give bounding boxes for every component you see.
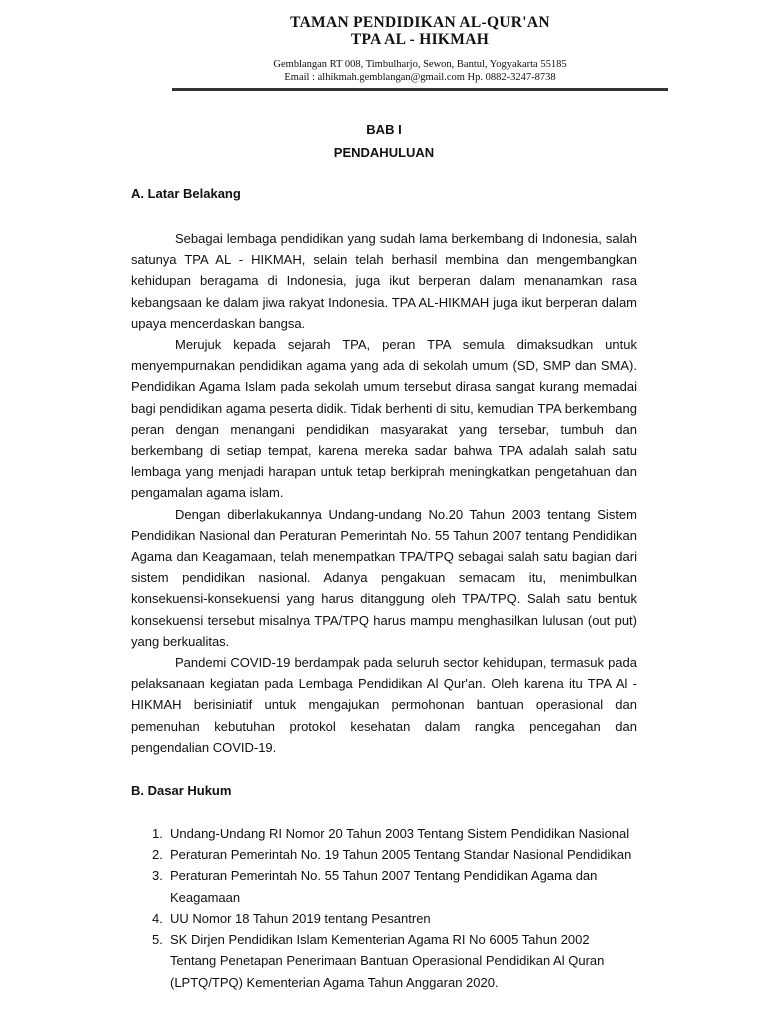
institution-address: Gemblangan RT 008, Timbulharjo, Sewon, Bantul, Yogyakarta 55185 bbox=[273, 59, 567, 70]
chapter-number: BAB I bbox=[366, 122, 402, 137]
list-item bbox=[131, 844, 637, 865]
paragraph: Merujuk kepada sejarah TPA, peran TPA semula dimaksudkan untuk menyempurnakan pendidikan agama yang ada di sekolah umum (SD, SMP dan SMA). Pendidikan Agama Islam pada sekolah umum tersebut dirasa sangat kurang memadai bagi pendidikan agama peserta didik. Tidak berhenti di situ, kemudian TPA berkembang peran dengan menangani pendidikan masyarakat yang tersebar, tumbuh dan berkembang di setiap tempat, karena mereka sadar bahwa TPA adalah salah satu lembaga yang menjadi harapan untuk tetap berkiprah meningkatkan pengetahuan dan pengamalan agama islam. bbox=[131, 337, 637, 501]
list-item bbox=[131, 908, 637, 929]
list-item bbox=[131, 929, 637, 993]
list-item-text: UU Nomor 18 Tahun 2019 tentang Pesantren bbox=[170, 910, 431, 926]
list-item bbox=[131, 865, 637, 907]
list-item-number: 5. bbox=[152, 932, 163, 948]
letterhead-divider bbox=[172, 88, 668, 91]
chapter-title: PENDAHULUAN bbox=[333, 145, 435, 160]
document-body bbox=[131, 120, 637, 993]
list-item-text: Peraturan Pemerintah No. 19 Tahun 2005 Tentang Standar Nasional Pendidikan bbox=[170, 847, 632, 863]
institution-name: TAMAN PENDIDIKAN AL-QUR'AN bbox=[290, 14, 550, 31]
institution-contact: Email : alhikmah.gemblangan@gmail.com Hp. 0882-3247-8738 bbox=[284, 72, 556, 83]
section-a-heading: A. Latar Belakang bbox=[131, 186, 241, 201]
section-b-heading: B. Dasar Hukum bbox=[131, 783, 232, 799]
legal-basis-list bbox=[131, 823, 637, 993]
paragraph: Dengan diberlakukannya Undang-undang No.20 Tahun 2003 tentang Sistem Pendidikan Nasional dan Peraturan Pemerintah No. 55 Tahun 2007 tentang Pendidikan Agama dan Keagamaan, telah menempatkan TPA/TPQ sebagai salah satu bagian dari sistem pendidikan nasional. Adanya pengakuan semacam itu, menimbulkan konsekuensi-konsekuensi yang harus ditanggung oleh TPA/TPQ. Salah satu bentuk konsekuensi tersebut misalnya TPA/TPQ harus mampu menghasilkan lulusan (out put) yang berkualitas. bbox=[131, 506, 637, 649]
list-item-number: 3. bbox=[152, 868, 163, 884]
list-item-number: 1. bbox=[152, 826, 163, 842]
list-item-text: SK Dirjen Pendidikan Islam Kementerian Agama RI No 6005 Tahun 2002 Tentang Penetapan Penerimaan Bantuan Operasional Pendidikan Al Quran (LPTQ/TPQ) Kementerian Agama Tahun Anggaran 2020. bbox=[170, 932, 605, 990]
section-a-body bbox=[131, 228, 637, 758]
letterhead bbox=[172, 14, 668, 84]
list-item-text: Peraturan Pemerintah No. 55 Tahun 2007 Tentang Pendidikan Agama dan Keagamaan bbox=[170, 868, 598, 905]
paragraph: Sebagai lembaga pendidikan yang sudah lama berkembang di Indonesia, salah satunya TPA AL - HIKMAH, selain telah berhasil membina dan mengembangkan kehidupan beragama di Indonesia, juga ikut berperan dalam menanamkan rasa kebangsaan ke dalam jiwa rakyat Indonesia. TPA AL-HIKMAH juga ikut berperan dalam upaya mencerdaskan bangsa. bbox=[131, 231, 637, 331]
paragraph: Pandemi COVID-19 berdampak pada seluruh sector kehidupan, termasuk pada pelaksanaan kegiatan pada Lembaga Pendidikan Al Qur'an. Oleh karena itu TPA Al - HIKMAH berisiniatif untuk mengajukan permohonan bantuan operasional dan pemenuhan kebutuhan protokol kesehatan dalam rangka pencegahan dan pengendalian COVID-19. bbox=[131, 655, 637, 755]
list-item-text: Undang-Undang RI Nomor 20 Tahun 2003 Tentang Sistem Pendidikan Nasional bbox=[170, 826, 630, 842]
list-item-number: 4. bbox=[152, 910, 163, 926]
list-item-number: 2. bbox=[152, 847, 163, 863]
institution-short-name: TPA AL - HIKMAH bbox=[350, 31, 490, 48]
list-item bbox=[131, 823, 637, 844]
